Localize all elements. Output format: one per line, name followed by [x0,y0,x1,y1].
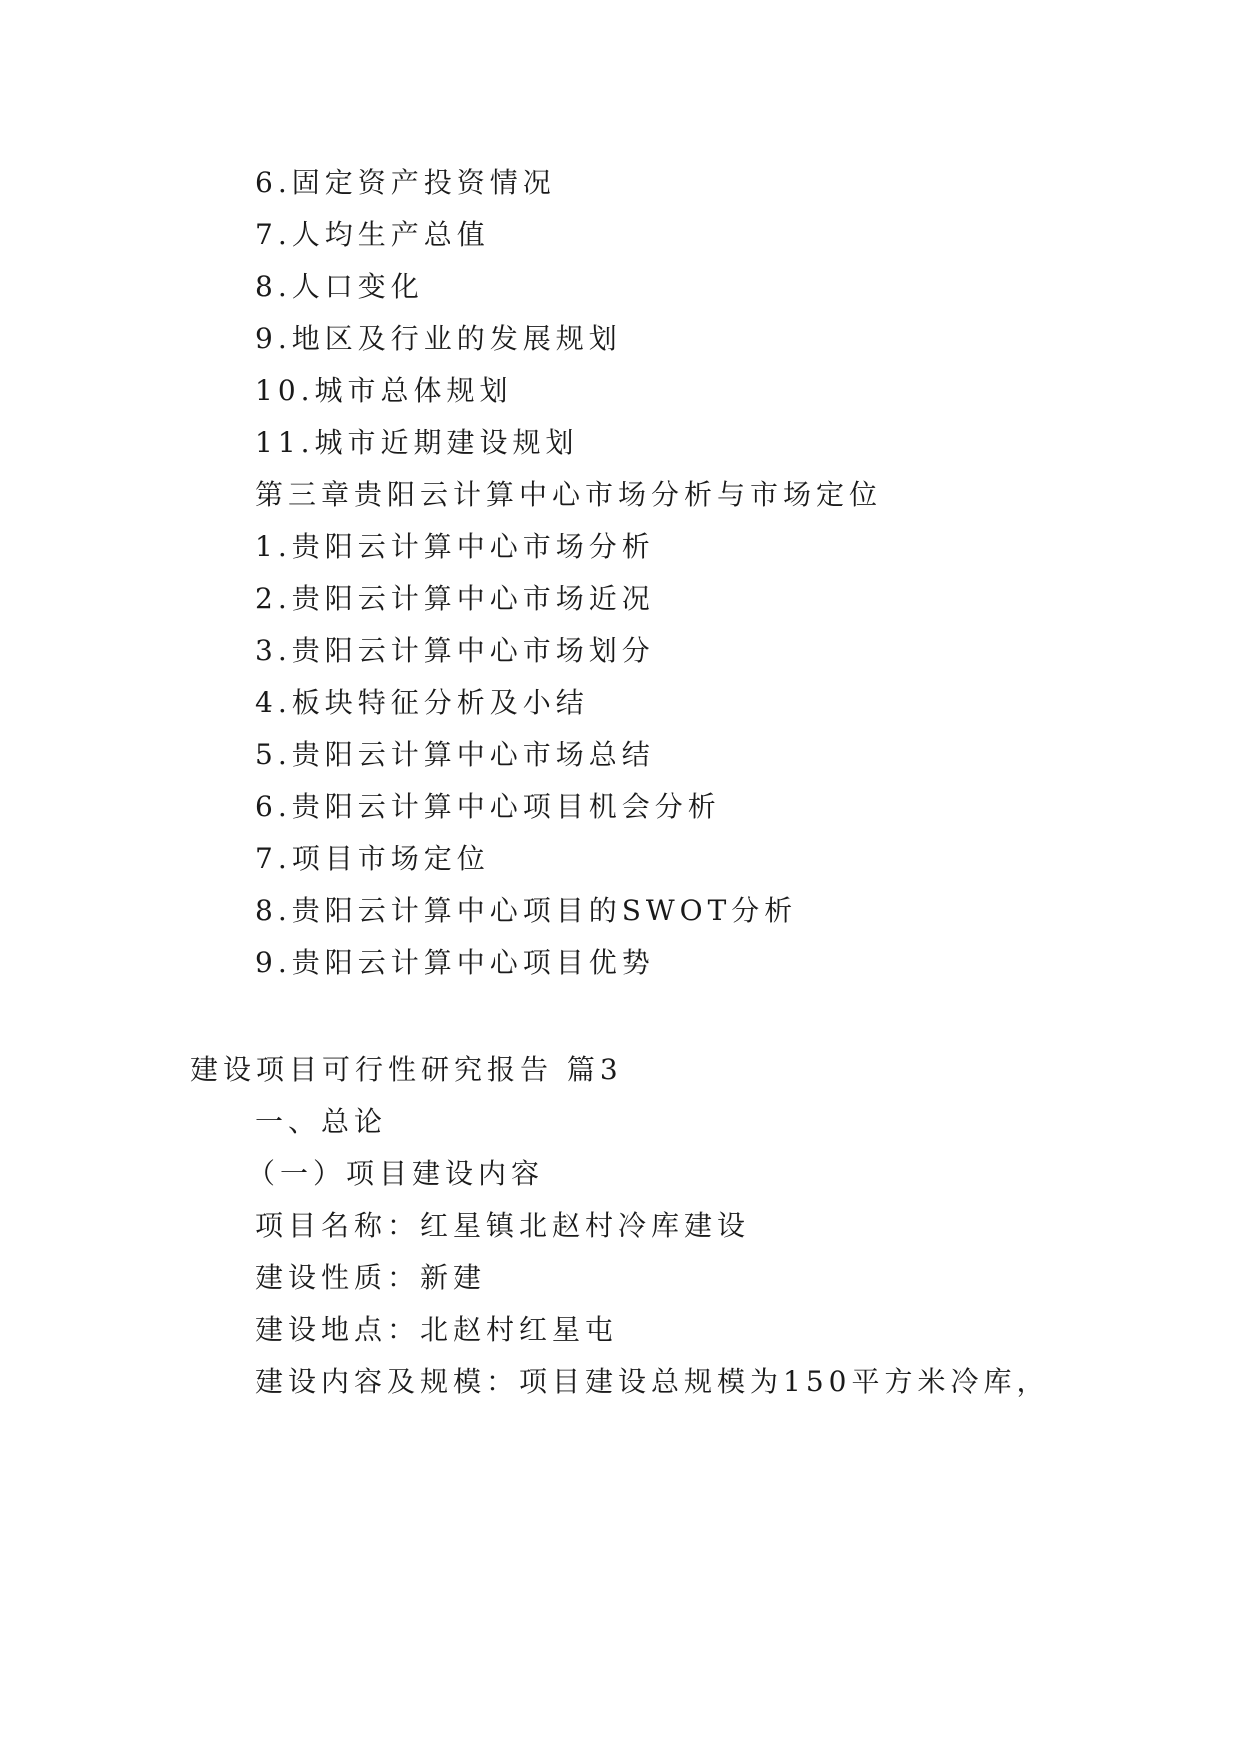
toc-item: 6.固定资产投资情况 [255,166,556,199]
toc-item: 7.项目市场定位 [255,842,490,875]
toc-item: 2.贵阳云计算中心市场近况 [255,582,655,615]
toc-item: 11.城市近期建设规划 [255,426,579,459]
toc-item: 1.贵阳云计算中心市场分析 [255,530,655,563]
toc-item: 10.城市总体规划 [255,374,513,407]
toc-item: 8.贵阳云计算中心项目的SWOT分析 [255,894,798,927]
toc-item: 9.地区及行业的发展规划 [255,322,622,355]
construction-location-field: 建设地点：北赵村红星屯 [255,1313,619,1346]
toc-item: 5.贵阳云计算中心市场总结 [255,738,655,771]
section-title: 建设项目可行性研究报告 篇3 [190,1053,623,1086]
project-name-field: 项目名称：红星镇北赵村冷库建设 [255,1209,751,1242]
toc-item: 8.人口变化 [255,270,424,303]
section-subheading: （一）项目建设内容 [247,1157,545,1190]
construction-nature-field: 建设性质：新建 [255,1261,487,1294]
toc-item: 6.贵阳云计算中心项目机会分析 [255,790,721,823]
section-heading: 一、总论 [255,1105,388,1138]
toc-item: 9.贵阳云计算中心项目优势 [255,946,655,979]
chapter-heading: 第三章贵阳云计算中心市场分析与市场定位 [255,478,883,511]
toc-item: 4.板块特征分析及小结 [255,686,589,719]
construction-scale-field: 建设内容及规模：项目建设总规模为150平方米冷库， [255,1365,1050,1398]
toc-item: 7.人均生产总值 [255,218,490,251]
toc-item: 3.贵阳云计算中心市场划分 [255,634,655,667]
